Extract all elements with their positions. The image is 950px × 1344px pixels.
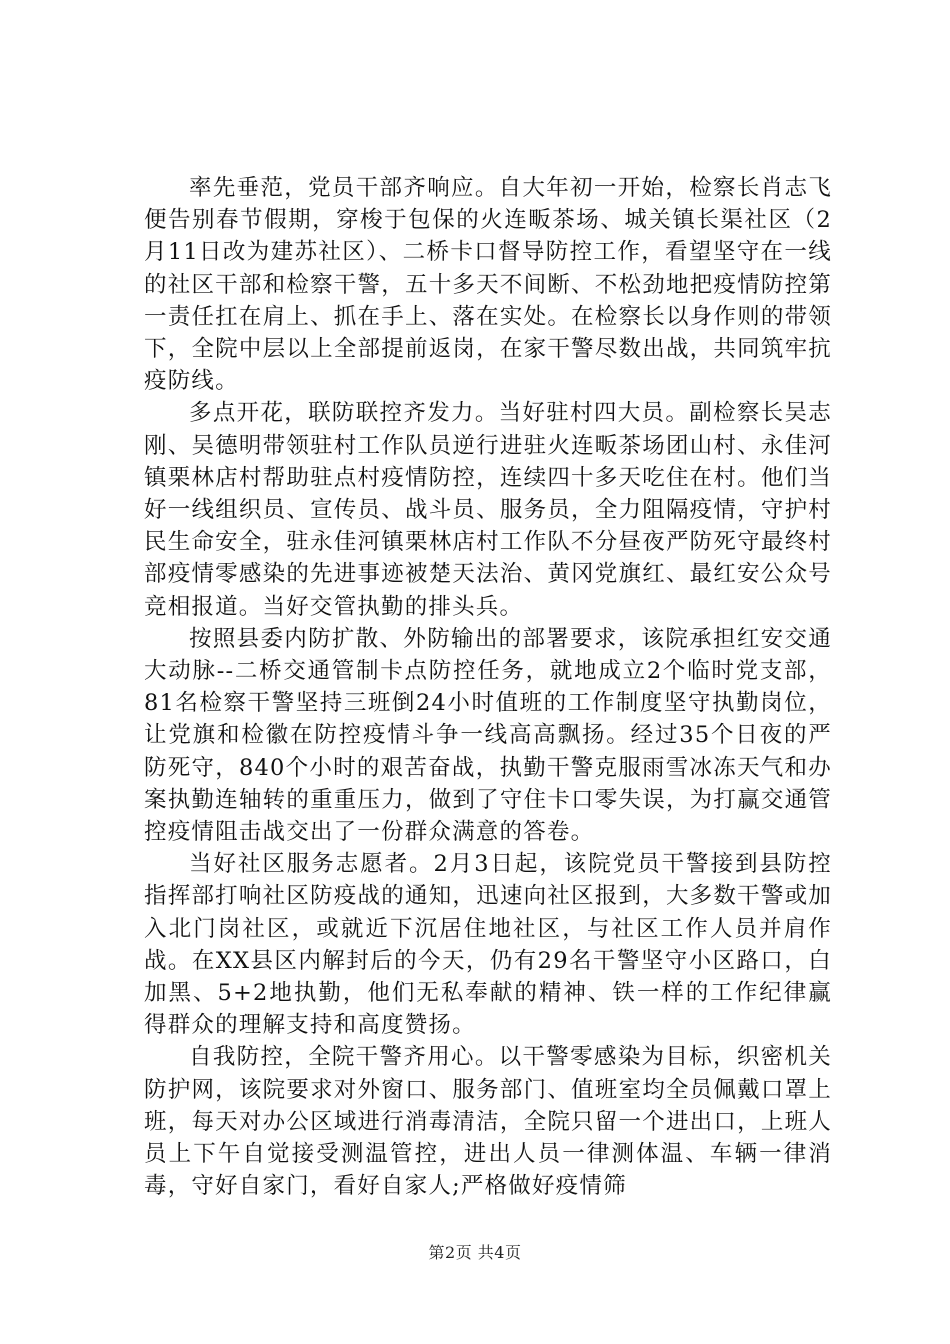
- paragraph-1: 率先垂范，党员干部齐响应。自大年初一开始，检察长肖志飞便告别春节假期，穿梭于包保的火连畈茶场、城关镇长渠社区（2月11日改为建苏社区）、二桥卡口督导防控工作，看望坚守在一线的社区干部和检察干警，五十多天不间断、不松劲地把疫情防控第一责任扛在肩上、抓在手上、落在实处。在检察长以身作则的带领下，全院中层以上全部提前返岗，在家干警尽数出战，共同筑牢抗疫防线。: [144, 175, 832, 395]
- page-footer: 第2页 共4页: [428, 1243, 522, 1262]
- paragraph-5: 自我防控，全院干警齐用心。以干警零感染为目标，织密机关防护网，该院要求对外窗口、服务部门、值班室均全员佩戴口罩上班，每天对办公区域进行消毒清洁，全院只留一个进出口，上班人员上下午自觉接受测温管控，进出人员一律测体温、车辆一律消毒，守好自家门，看好自家人;严格做好疫情筛: [144, 1044, 832, 1200]
- paragraph-4: 当好社区服务志愿者。2月3日起，该院党员干警接到县防控指挥部打响社区防疫战的通知，迅速向社区报到，大多数干警或加入北门岗社区，或就近下沉居住地社区，与社区工作人员并肩作战。在XX县区内解封后的今天，仍有29名干警坚守小区路口，白加黑、5+2地执勤，他们无私奉献的精神、铁一样的工作纪律赢得群众的理解支持和高度赞扬。: [144, 851, 832, 1039]
- document-body: [144, 172, 832, 1203]
- paragraph-2: 多点开花，联防联控齐发力。当好驻村四大员。副检察长吴志刚、吴德明带领驻村工作队员逆行进驻火连畈茶场团山村、永佳河镇栗林店村帮助驻点村疫情防控，连续四十多天吃住在村。他们当好一线组织员、宣传员、战斗员、服务员，全力阻隔疫情，守护村民生命安全，驻永佳河镇栗林店村工作队不分昼夜严防死守最终村部疫情零感染的先进事迹被楚天法治、黄冈党旗红、最红安公众号竞相报道。当好交管执勤的排头兵。: [144, 400, 832, 620]
- paragraph-3: 按照县委内防扩散、外防输出的部署要求，该院承担红安交通大动脉--二桥交通管制卡点防控任务，就地成立2个临时党支部，81名检察干警坚持三班倒24小时值班的工作制度坚守执勤岗位，让党旗和检徽在防控疫情斗争一线高高飘扬。经过35个日夜的严防死守，840个小时的艰苦奋战，执勤干警克服雨雪冰冻天气和办案执勤连轴转的重重压力，做到了守住卡口零失误，为打赢交通管控疫情阻击战交出了一份群众满意的答卷。: [144, 625, 832, 846]
